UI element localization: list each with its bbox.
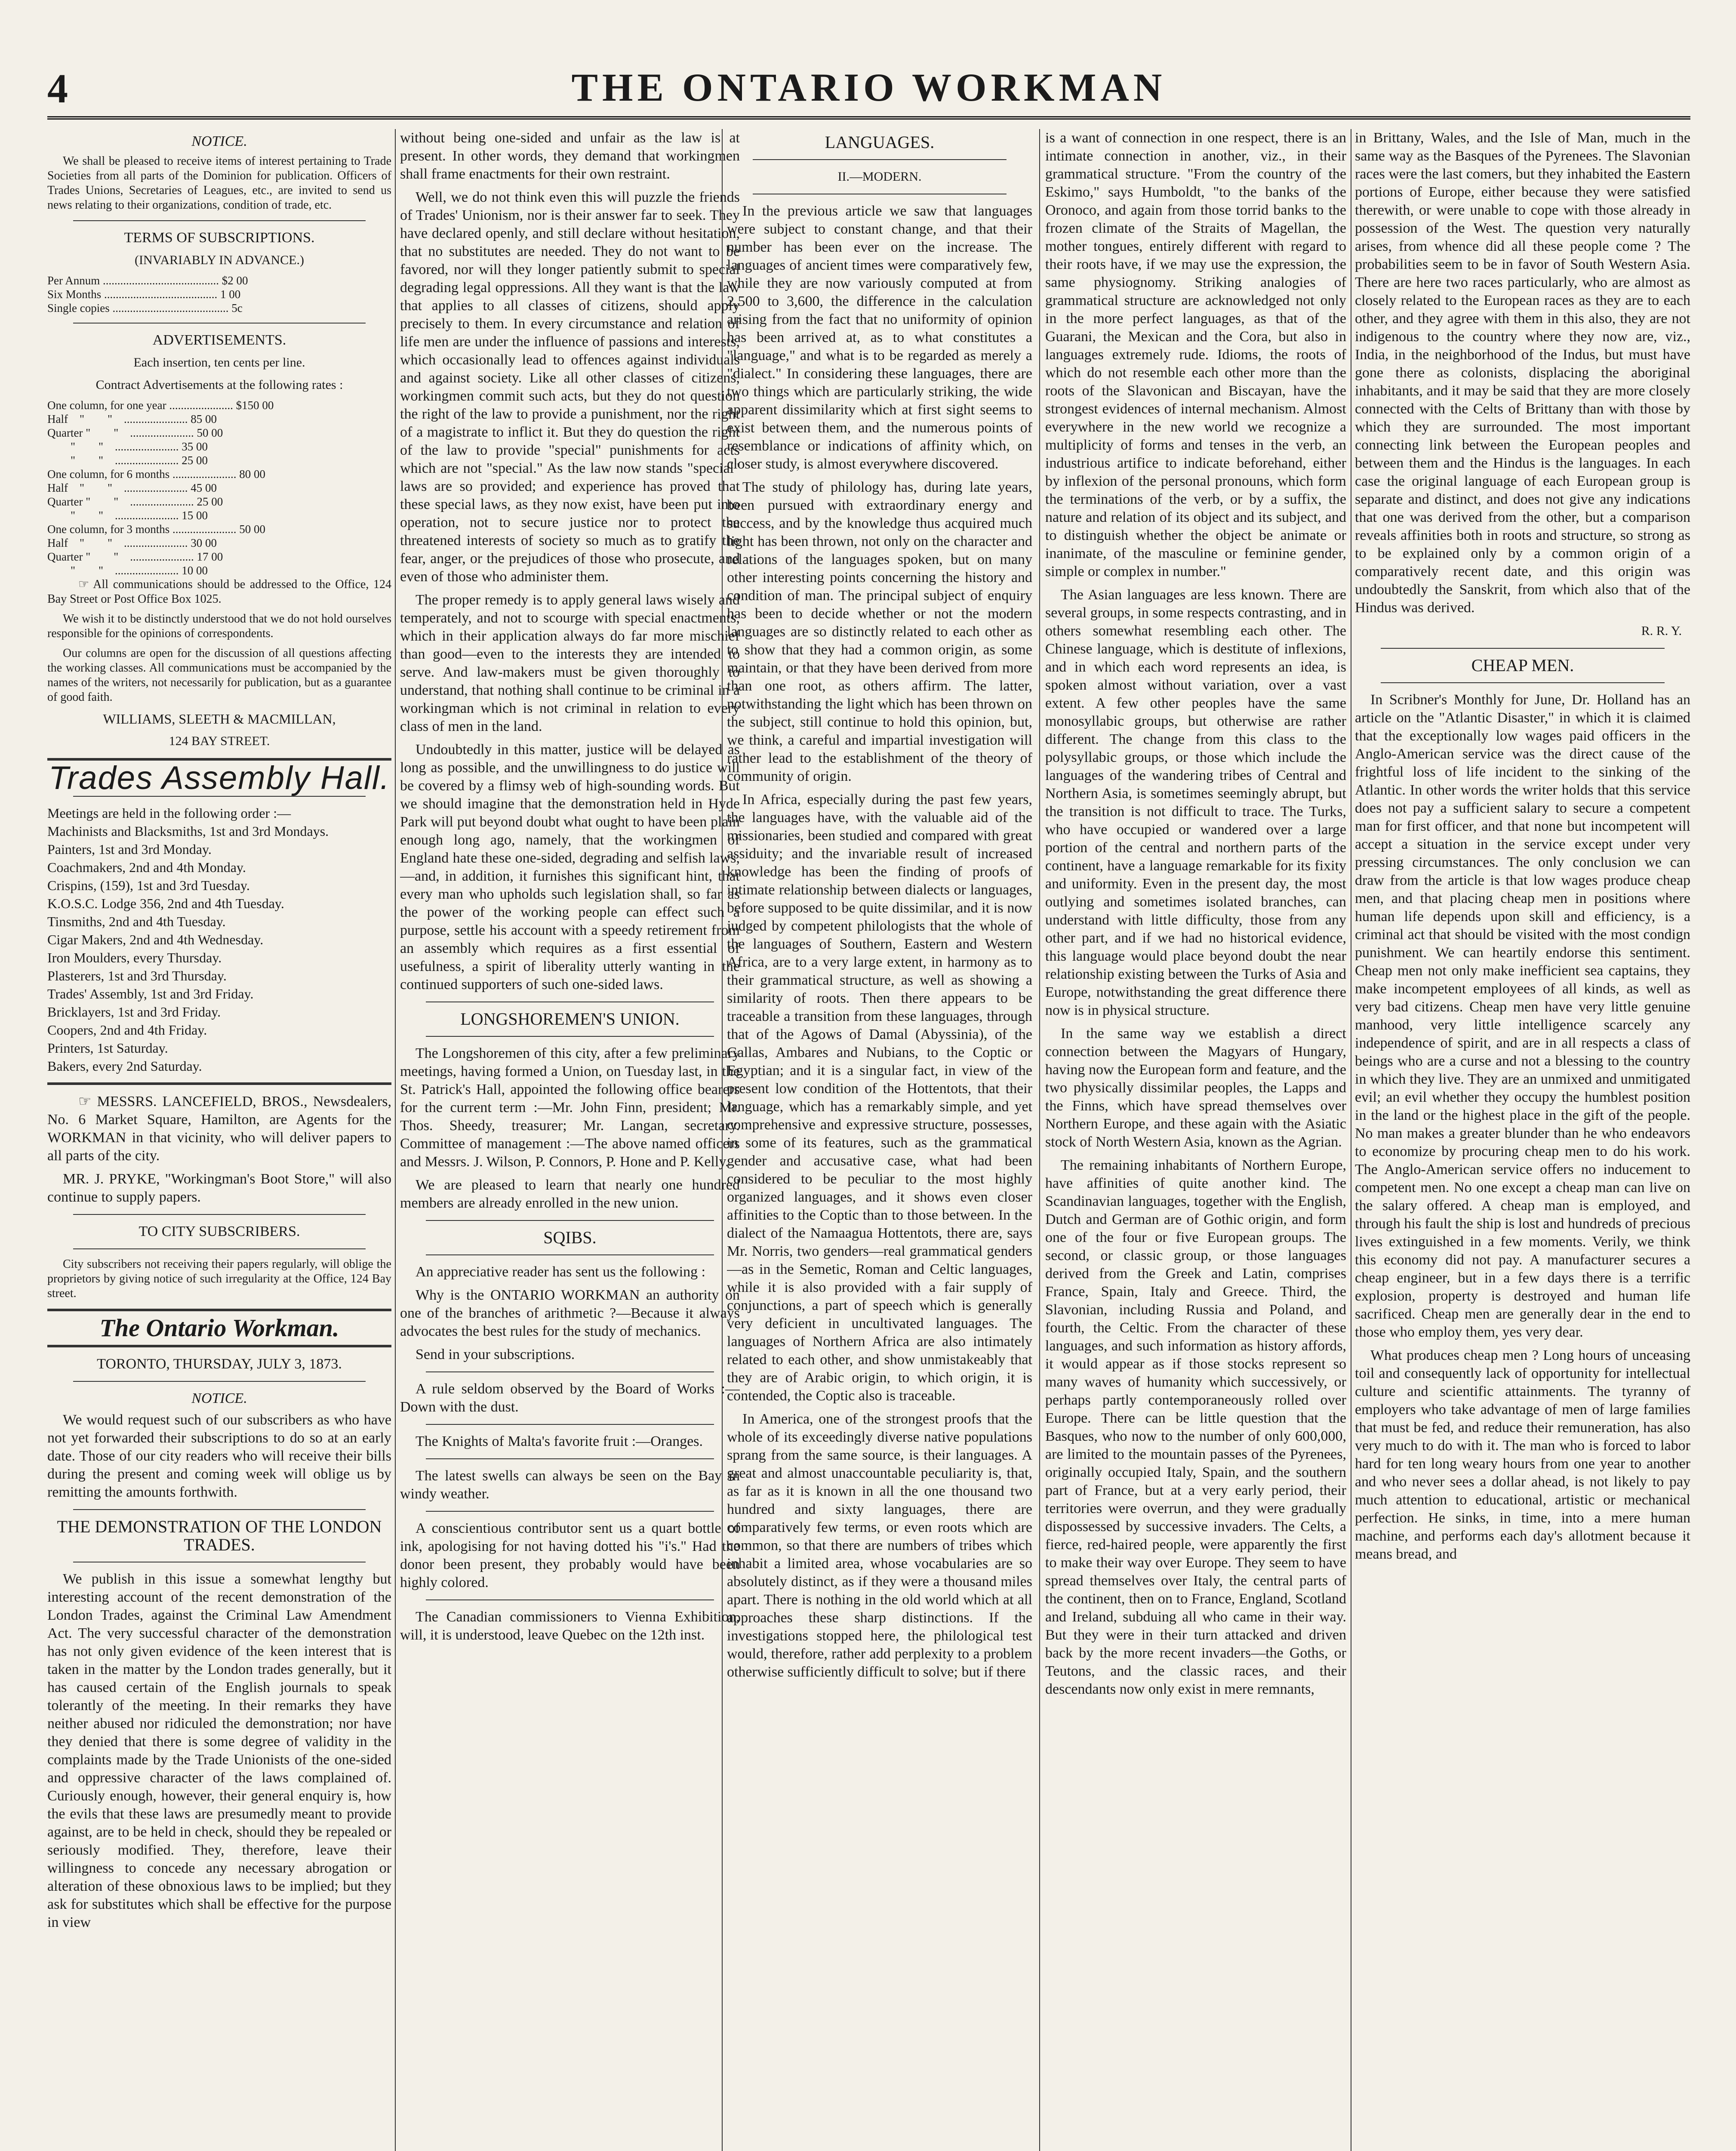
advertisements-heading: ADVERTISEMENTS. <box>152 332 286 348</box>
ad-rates-table <box>47 398 391 577</box>
squibs-heading: SQIBS. <box>543 1228 597 1247</box>
article-paragraph: In Scribner's Monthly for June, Dr. Holland has an article on the "Atlantic Disaster," in which it is claimed that the exceptionally low wages paid officers in the Anglo-American service was the direct cause of the frightful loss of life incident to the sinking of the Atlantic. In other words the writer holds that this service does not pay a sufficient salary to secure a competent man for first officer, and that none but incompetent will accept a situation in the service except under very pressing circumstances. The only conclusion we can draw from the article is that low wages produce cheap men, and that placing cheap men in positions where human life depends upon skill and efficiency, is a criminal act that should be visited with the most condign punishment. We can heartily endorse this sentiment. Cheap men not only make inefficient sea captains, they make incompetent employees of all kinds, as well as very bad citizens. Cheap men have very little genuine manhood, very little intelligence scarcely any independence of spirit, and are in all respects a class of beings who are a curse and not a blessing to the country in which they live. They are an unmixed and unmitigated evil; an evil whether they occupy the humblest position in the land or the highest place in the gift of the people. No man makes a greater blunder than he who endeavors to economize by procuring cheap men to do his work. The Anglo-American service offers no inducement to competent men. No one except a cheap man can live on the salary offered. A cheap man is employed, and through his fault the ship is lost and hundreds of precious lives extinguished in a few moments. Verily, we think this economy did not pay. A manufacturer secures a cheap engineer, but in a few days there is a terrific explosion, property is destroyed and human life sacrificed. Cheap men are generally dear in the end to those who employ them, yes very dear. <box>1355 692 1690 1340</box>
divider <box>73 1248 366 1249</box>
lancefield-text: MESSRS. LANCEFIELD, BROS., Newsdealers, No. 6 Market Square, Hamilton, are Agents for the WORKMAN in that vicinity, who will deliver papers to all parts of the city. <box>47 1094 391 1164</box>
disclaimer: We wish it to be distinctly understood that we do not hold ourselves responsible for the opinions of correspondents. <box>47 612 391 640</box>
divider <box>753 159 1007 160</box>
notice2-body: We would request such of our subscribers as who have not yet forwarded their subscriptions to do so at an early date. Those of our city readers who will receive their bills during the present and coming week will oblige us by remitting the amounts forthwith. <box>47 1412 391 1500</box>
meeting-item: Bricklayers, 1st and 3rd Friday. <box>47 1004 221 1020</box>
lancefield-notice <box>47 1093 391 1165</box>
pryke-notice: MR. J. PRYKE, "Workingman's Boot Store," will also continue to supply papers. <box>47 1171 391 1205</box>
divider <box>426 1371 714 1372</box>
notice-heading: NOTICE. <box>191 133 247 149</box>
ad-rate-line: One column, for 6 months ...................... 80 00 <box>47 468 265 481</box>
column-1 <box>47 129 391 2151</box>
ad-rate-line: Quarter " " ...................... 50 00 <box>47 426 223 439</box>
article-paragraph: In the previous article we saw that languages were subject to constant change, and that their number has been ever on the increase. The languages of ancient times were comparatively few, while they are now variously computed at from 2,500 to 3,600, the difference in the calculation arising from the fact that no uniformity of opinion has been arrived at, as to what constitutes a "language," and what is to be regarded as merely a "dialect." In considering these languages, there are two things which are particularly striking, the wide apparent dissimilarity which at first sight seems to exist between them, and the numerous points of resemblance or indications of affinity which, on closer study, is almost everywhere discovered. <box>727 203 1032 472</box>
divider <box>426 1220 714 1221</box>
meeting-item: Machinists and Blacksmiths, 1st and 3rd Mondays. <box>47 823 329 839</box>
meeting-item: Bakers, every 2nd Saturday. <box>47 1058 202 1074</box>
dateline: TORONTO, THURSDAY, JULY 3, 1873. <box>97 1356 342 1372</box>
address-text: All communications should be addressed to the Office, 124 Bay Street or Post Office Box 1025. <box>47 578 391 606</box>
page-number: 4 <box>47 65 68 111</box>
demonstration-body: We publish in this issue a somewhat lengthy but interesting account of the recent demonstration of the London Trades, against the Criminal Law Amendment Act. The very successful character of the demonstration has not only given evidence of the keen interest that is taken in the matter by the London trades generally, but it has caused certain of the English journals to speak tolerantly of the meeting. In their remarks they have neither abused nor ridiculed the demonstration; nor have they denied that there is some degree of validity in the complaints made by the Trade Unionists of the one-sided and oppressive character of the laws complained of. Curiously enough, however, their general enquiry is, how the evils that these laws are presumedly meant to provide against, are to be held in check, should they be repealed or seriously modified. They, therefore, leave their willingness to concede any necessary abrogation or alteration of these obnoxious laws to be implied; but they ask for substitutes which shall be effective for the purpose in view <box>47 1571 391 1930</box>
article-paragraph: What produces cheap men ? Long hours of unceasing toil and consequently lack of opportunity for intellectual culture and scientific attainments. The tyranny of employers who take advantage of men of large families that must be fed, and reduce their remuneration, has also very much to do with it. The man who is forced to labor hard for ten long weary hours from one year to another and who never sees a dollar ahead, is not likely to pay much attention to educational, artistic or mechanical perfection. He sinks, in time, into a mere human machine, and performs each day's allotment because it means bread, and <box>1355 1347 1690 1562</box>
meeting-item: Coopers, 2nd and 4th Friday. <box>47 1022 207 1038</box>
article-paragraph: Well, we do not think even this will puzzle the friends of Trades' Unionism, nor is their answer far to seek. They have declared openly, and still declare without hesitation, that no substitutes are needed. They do not want to be favored, nor will they longer patiently submit to special degrading legal oppressions. All they want is that the law that applies to all classes of citizens, should apply precisely to them. In every circumstance and relation of life men are under the influence of passions and interests, which occasionally lead to offences against individuals and against society. Like all other classes of citizens, workingmen commit such acts, but they do not question the right of the law to provide a punishment, nor the right of a magistrate to inflict it. But they do question the right of the law to provide "special" punishments for acts which are not "special." As the law now stands "special" laws are so provided; and experience has proved that these special laws, as they now exist, have been put into operation, not to secure justice nor to protect the threatened interests of society so much as to gratify the fear, anger, or the prejudices of those who prosecute, and even of those who administer them. <box>400 189 740 585</box>
cheap-men-heading: CHEAP MEN. <box>1471 656 1574 675</box>
divider <box>73 1381 366 1382</box>
meeting-item: Iron Moulders, every Thursday. <box>47 950 222 965</box>
divider <box>73 1509 366 1510</box>
divider <box>426 1424 714 1425</box>
city-subscribers-body: City subscribers not receiving their papers regularly, will oblige the proprietors by giving notice of such irregularity at the Office, 124 Bay street. <box>47 1257 391 1300</box>
notice2-heading: NOTICE. <box>191 1390 247 1406</box>
meeting-item: Cigar Makers, 2nd and 4th Wednesday. <box>47 932 264 947</box>
meeting-item: Coachmakers, 2nd and 4th Monday. <box>47 860 246 875</box>
ad-rate-line: Half " " ...................... 85 00 <box>47 413 217 425</box>
address-notice <box>47 577 391 607</box>
meeting-item: Painters, 1st and 3rd Monday. <box>47 841 212 857</box>
article-paragraph: The remaining inhabitants of Northern Europe, have affinities of quite another kind. The Scandinavian languages, together with the English, Dutch and German are of Gothic origin, and form one of the four or five European groups. The second, or classic group, or those languages derived from the Greek and Latin, comprises France, Spain, Italy and Greece. Third, the Slavonian, including Russia and Poland, and fourth, the Celtic. From the character of these languages, and such information as history affords, it would appear as if those stocks represent so many waves of humanity which successively, or perhaps partly contemporaneously rolled over Europe. There can be little question that the Basques, who now to the number of only 600,000, are limited to the mountain passes of the Pyrenees, originally occupied Italy, Spain, and the southern part of France, but at a very early period, their territories were overrun, and they were gradually dispossessed by successive invaders. The Celts, a fierce, red-haired people, were apparently the first to make their way over Europe. They seem to have spread themselves over Italy, the central parts of the continent, then on to France, England, Scotland and Ireland, subduing all who came in their way. But they were in their turn attacked and driven back by the more recent invaders—the Goths, or Teutons, and the classic races, and their descendants now only exist in mere remnants, <box>1045 1157 1346 1697</box>
article-paragraph: The study of philology has, during late years, been pursued with extraordinary energy and success, and by the knowledge thus acquired much light has been thrown, not only on the character and relations of the languages spoken, but on many other interesting points concerning the history and condition of man. The principal subject of enquiry has been to decide whether or not the modern languages are so distinctly related to each other as to show that they had a common origin, as some maintain, or that they have been derived from more than one root, as others affirm. The latter, notwithstanding the light which has been thrown on the subject, still continue to hold this opinion, but, we think, a careful and impartial investigation will rather lead to the establishment of the theory of community of origin. <box>727 479 1032 784</box>
divider <box>73 323 366 324</box>
article-paragraph: without being one-sided and unfair as the law is at present. In other words, they demand that workingmen shall frame enactments for their own restraint. <box>400 130 740 182</box>
column-2 <box>400 129 740 2151</box>
divider <box>426 1511 714 1512</box>
contract-rates-intro: Contract Advertisements at the following rates : <box>95 378 343 392</box>
article-paragraph: is a want of connection in one respect, there is an intimate connection in another, viz., in their grammatical structure. "From the country of the Eskimo," says Humboldt, "to the banks of the Oronoco, and again from those torrid banks to the frozen climate of the Straits of Magellan, the mother tongues, entirely different with regard to their roots have, if we may use the expression, the same physiognomy. Striking analogies of grammatical structure are acknowledged not only in the more perfect languages, as that of the Guarani, the Mexican and the Cora, but also in languages extremely rude. Idioms, the roots of which do not resemble each other more than the roots of the Slavonican and Biscayan, have the strongest evidences of internal mechanism. Almost everywhere in the new world we recognize a multiplicity of forms and tenses in the verb, an industrious artifice to indicate beforehand, either by inflexion of the personal pronouns, which form the terminations of the verb, or by a suffix, the nature and relation of its object and its subject, and to distinguish whether the object be animate or inanimate, of the masculine or feminine gender, simple or complex in number." <box>1045 130 1346 579</box>
trades-assembly-heading: Trades Assembly Hall. <box>49 760 390 796</box>
longshoremen-body: We are pleased to learn that nearly one hundred members are already enrolled in the new union. <box>400 1177 740 1211</box>
divider <box>426 1458 714 1459</box>
meetings-list <box>47 804 391 1075</box>
column-3 <box>727 129 1032 2151</box>
article-paragraph: The proper remedy is to apply general laws wisely and temperately, and not to scourge with special enactments, which in their application always do far more mischief than good—even to the interests they are intended to serve. And law-makers must be given thoroughly to understand, that nothing shall continue to be criminal in a workingman which is not criminal in relation to every class of men in the land. <box>400 592 740 734</box>
terms-list <box>47 274 391 315</box>
ad-rate-line: Half " " ...................... 45 00 <box>47 481 217 494</box>
ad-rate-line: Quarter " " ...................... 17 00 <box>47 550 223 563</box>
terms-line: Six Months ....................................... 1 00 <box>47 288 241 301</box>
ad-rate-line: " " ...................... 35 00 <box>47 440 208 453</box>
ad-rate-line: One column, for one year ...................... $150 00 <box>47 399 274 412</box>
city-subscribers-heading: TO CITY SUBSCRIBERS. <box>139 1223 300 1239</box>
article-paragraph: in Brittany, Wales, and the Isle of Man, much in the same way as the Basques of the Pyrenees. The Slavonian races were the last comers, but they inhabited the Eastern portions of Europe, either because they were satisfied therewith, or were unable to cope with those already in possession of the West. The question very naturally arises, from whence did all these people come ? The probabilities seem to be in favor of South Western Asia. There are here two races particularly, who are almost as closely related to the European races as they are to each other, and they agree with them in this also, they are not indigenous to the country where they now are, viz., India, in the neighborhood of the Indus, but must have gone there as colonists, displacing the aboriginal inhabitants, and it may be said that they are more closely connected with the Celts of Brittany than with those by which they are surrounded. The most important connecting link between the European peoples and between them and the Hindus is the languages. In each case the original language of each European group is separate and distinct, and does not give any indications that one was derived from the other, but a comparison reveals affinities both in roots and structure, so strong as to be explained only by a common origin of a comparatively recent date, and this origin was undoubtedly the Sanskrit, from which also that of the Hindus was derived. <box>1355 130 1690 616</box>
squib: Send in your subscriptions. <box>416 1347 575 1362</box>
section-rule <box>47 1345 391 1347</box>
meeting-item: K.O.S.C. Lodge 356, 2nd and 4th Tuesday. <box>47 896 284 911</box>
ad-rate-line: Half " " ...................... 30 00 <box>47 536 217 549</box>
section-rule <box>47 1309 391 1311</box>
pointing-hand-icon: ☞ <box>78 578 89 591</box>
longshoremen-body: The Longshoremen of this city, after a few preliminary meetings, having formed a Union, on Tuesday last, in the St. Patrick's Hall, appointed the following office bearers for the current term :—Mr. John Finn, president; Mr. Thos. Sheedy, treasurer; Mr. Langan, secretary. Committee of management :—The above named officers and Messrs. J. Wilson, P. Connors, P. Hone and P. Kelly. <box>400 1045 740 1170</box>
article-paragraph: The Asian languages are less known. There are several groups, in some respects contrasting, and in others somewhat resembling each other. The Chinese language, which is destitute of inflexions, and in which each word represents an idea, is spoken almost without variation, over a vast extent. A few other peoples have the same monosyllabic groups, but otherwise are rather different. The change from this class to the polysyllabic groups, or those which include the languages of the wandering tribes of Central and Northern Asia, is sometimes seemingly abrupt, but the transition is not difficult to trace. The Turks, who have occupied or wandered over a large portion of the central and northern parts of the continent, have a language remarkable for its fixity and uniformity. Even in the present day, the most outlying and sometimes isolated branches, can understand with little difficulty, those from any other part, and if we had no historical evidence, this language would place beyond doubt the near relationship existing between the Turks of Asia and Europe, notwithstanding the great difference there now is in physical structure. <box>1045 587 1346 1018</box>
columns-open-notice: Our columns are open for the discussion of all questions affecting the working classes. All communications must be accompanied by the names of the writers, not necessarily for publication, but as a guarantee of good faith. <box>47 647 391 704</box>
squib: The Knights of Malta's favorite fruit :—Oranges. <box>416 1433 703 1449</box>
divider <box>73 1214 366 1215</box>
masthead-rule <box>47 116 1690 120</box>
notice-body: We shall be pleased to receive items of interest pertaining to Trade Societies from all parts of the Dominion for publication. Officers of Trades Unions, Secretaries of Leagues, etc., are invited to send us news relating to their organizations, condition of trade, etc. <box>47 154 391 212</box>
meeting-item: Plasterers, 1st and 3rd Thursday. <box>47 968 227 983</box>
divider <box>426 1036 714 1037</box>
divider <box>1381 682 1665 683</box>
meeting-item: Trades' Assembly, 1st and 3rd Friday. <box>47 986 254 1002</box>
squib: A conscientious contributor sent us a quart bottle of ink, apologising for not having dotted his "i's." Had the donor been present, they probably would have been highly colored. <box>400 1520 740 1590</box>
longshoremen-heading: LONGSHOREMEN'S UNION. <box>460 1009 680 1029</box>
terms-line: Per Annum ........................................ $2 00 <box>47 274 248 287</box>
meeting-item: Tinsmiths, 2nd and 4th Tuesday. <box>47 914 226 929</box>
article-paragraph: In America, one of the strongest proofs that the whole of its exceedingly diverse native populations sprang from the same source, is their languages. A great and almost unaccountable peculiarity is, that, as far as it is known in all the one thousand two hundred and sixty languages, there are comparatively few terms, or even roots which are common, so that there are numbers of tribes which inhabit a limited area, whose vocabularies are so absolutely distinct, as if they were a thousand miles apart. There is nothing in the old world which at all approaches these sharp distinctions. If the investigations stopped here, the philological test would, therefore, rather add perplexity to a problem otherwise sufficiently difficult to solve; but if there <box>727 1411 1032 1680</box>
masthead: THE ONTARIO WORKMAN <box>571 65 1167 109</box>
column-divider <box>1039 129 1040 2151</box>
demonstration-heading: THE DEMONSTRATION OF THE LONDON TRADES. <box>57 1517 382 1554</box>
meetings-intro: Meetings are held in the following order :— <box>47 805 291 821</box>
column-4 <box>1045 129 1346 2151</box>
advertisements-rate: Each insertion, ten cents per line. <box>133 355 305 370</box>
divider <box>73 220 366 221</box>
author-signature: R. R. Y. <box>1641 624 1682 638</box>
column-divider <box>395 129 396 2151</box>
divider <box>1381 648 1665 649</box>
page-header <box>47 65 1690 116</box>
terms-heading: TERMS OF SUBSCRIPTIONS. <box>124 230 315 246</box>
languages-heading: LANGUAGES. <box>825 133 935 152</box>
article-paragraph: In Africa, especially during the past few years, the languages have, with the valuable aid of the missionaries, been studied and compared with great assiduity; and the invariable result of increased knowledge has been the finding of proofs of intimate relationship between dialects or languages, before supposed to be quite dissimilar, and it is now judged by competent philologists that the whole of the languages of Southern, Eastern and Western Africa, are to a very large extent, in harmony as to their grammatical structure, as well as showing a similarity of roots. Then there appears to be traceable a transition from these languages, through that of the Agows of Damal (Abyssinia), of the Gallas, Ambares and Nubians, to the Coptic or Egyptian; and it is a singular fact, in view of the present low condition of the Hottentots, that their language, which has a remarkably simple, and yet comprehensive and expressive structure, possesses, in some of its features, such as the grammatical gender and accusative case, what had been considered to be peculiar to the most highly organized languages, and it shows even closer affinities to the Coptic than to those between. In the dialect of the Namaagua Hottentots, there are, says Mr. Norris, two genders—real grammatical genders—as in the Semetic, Roman and Celtic languages, while it is also provided with a fair supply of conjunctions, a part of speech which is generally very deficient in uncultivated languages. The languages of Northern Africa are also intimately related to each other, and show unmistakeably that they are of Arabic origin, to which origin, it is contended, the Coptic also is traceable. <box>727 792 1032 1404</box>
ad-rate-line: " " ...................... 25 00 <box>47 454 208 467</box>
terms-line: Single copies ........................................ 5c <box>47 302 243 314</box>
pointing-hand-icon: ☞ <box>78 1094 92 1109</box>
ad-rate-line: " " ...................... 10 00 <box>47 564 208 577</box>
ad-rate-line: One column, for 3 months ...................... 50 00 <box>47 523 265 536</box>
squib: A rule seldom observed by the Board of Works :—Down with the dust. <box>400 1381 740 1415</box>
squib: The Canadian commissioners to Vienna Exhibition, will, it is understood, leave Quebec on the 12th inst. <box>400 1609 740 1643</box>
ad-rate-line: " " ...................... 15 00 <box>47 509 208 522</box>
meeting-item: Crispins, (159), 1st and 3rd Tuesday. <box>47 878 250 893</box>
divider <box>426 1599 714 1600</box>
languages-subheading: II.—MODERN. <box>837 169 922 184</box>
terms-subheading: (INVARIABLY IN ADVANCE.) <box>135 253 304 267</box>
section-rule <box>47 1082 391 1085</box>
publishers-address: 124 BAY STREET. <box>169 734 270 748</box>
publishers-name: WILLIAMS, SLEETH & MACMILLAN, <box>103 711 336 727</box>
meeting-item: Printers, 1st Saturday. <box>47 1040 168 1056</box>
ad-rate-line: Quarter " " ...................... 25 00 <box>47 495 223 508</box>
squib: The latest swells can always be seen on the Bay in windy weather. <box>400 1468 740 1502</box>
paper-nameplate: The Ontario Workman. <box>99 1314 339 1342</box>
squibs-intro: An appreciative reader has sent us the following : <box>416 1264 706 1280</box>
article-paragraph: Undoubtedly in this matter, justice will be delayed as long as possible, and the unwillingness to do justice will be covered by a flimsy web of high-sounding words. But we should imagine that the demonstration held in Hyde Park will put beyond doubt what ought to have been plain enough long ago, namely, that the workingmen of England hate these one-sided, degrading and selfish laws,—and, in addition, it furnishes this significant hint, that every man who upholds such legislation shall, so far as the power of the working people can effect such a purpose, settle his account with a speedy retirement from an assembly which requires as a first essential of usefulness, a spirit of liberality utterly wanting in the continued supporters of such one-sided laws. <box>400 742 740 992</box>
squib: Why is the ONTARIO WORKMAN an authority on one of the branches of arithmetic ?—Because it always advocates the best rules for the study of mechanics. <box>400 1287 740 1339</box>
article-paragraph: In the same way we establish a direct connection between the Magyars of Hungary, having now the European form and feature, and the two physically dissimilar peoples, the Lapps and the Finns, which have spread themselves over Northern Europe, and these again with the Asiatic stock of North Western Asia, known as the Agrian. <box>1045 1026 1346 1150</box>
column-5 <box>1355 129 1690 2151</box>
divider <box>426 1254 714 1255</box>
